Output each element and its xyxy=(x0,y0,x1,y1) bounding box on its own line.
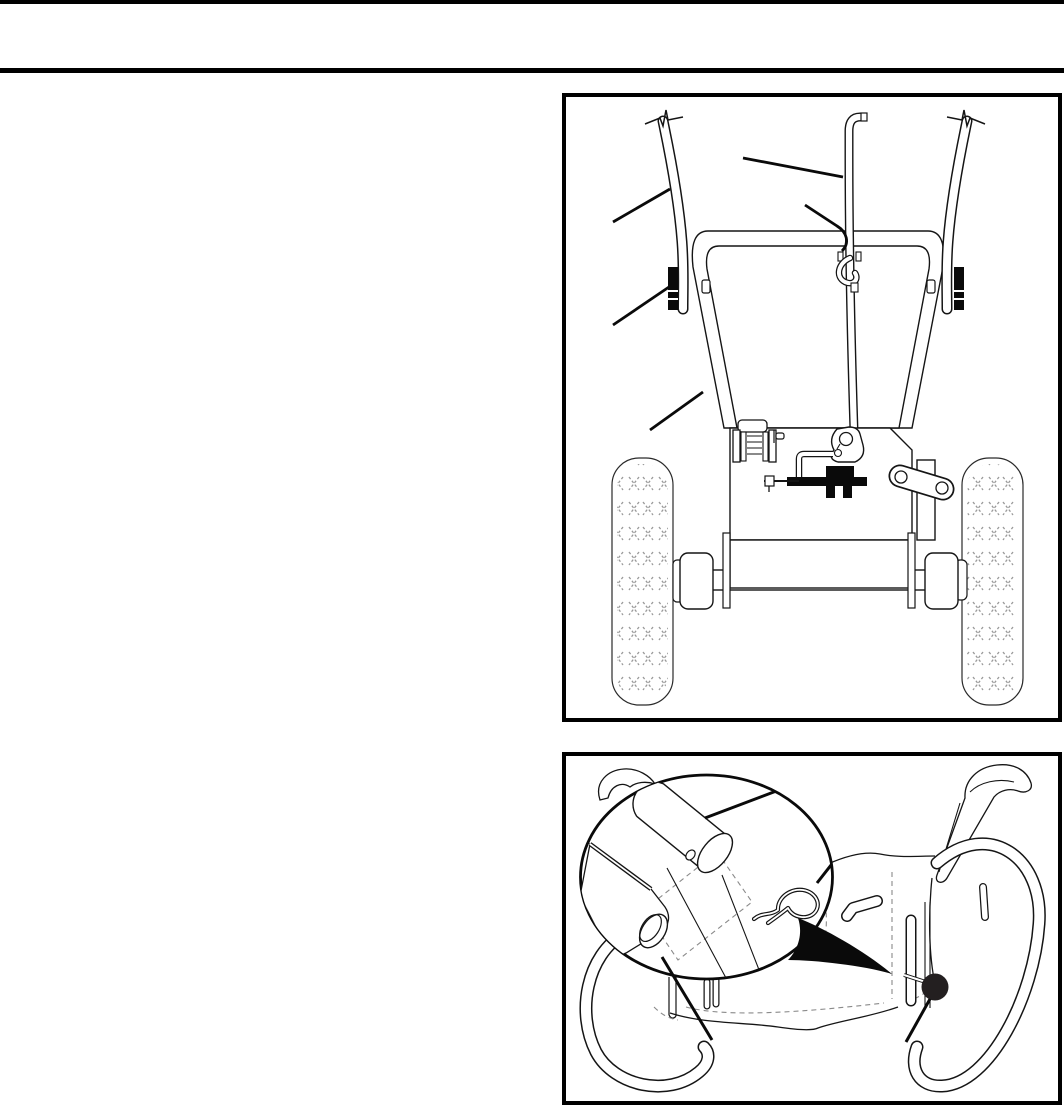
height-adjust-knob-left xyxy=(668,267,678,310)
callout-line-rod xyxy=(743,158,843,177)
break-mark-right xyxy=(947,110,985,126)
wheel-right xyxy=(962,458,1023,705)
callout-line-frame xyxy=(650,392,703,430)
figure-rear-view-frame xyxy=(562,93,1062,722)
axle-hub-left xyxy=(673,553,713,609)
wheel-left xyxy=(612,458,673,705)
callout-line-upper-handlebar xyxy=(613,189,670,222)
tiller-rear-view-illustration xyxy=(566,97,1058,718)
break-mark-left xyxy=(645,110,683,126)
handlebar-mounting-detail-illustration xyxy=(566,756,1058,1101)
page-top-bar xyxy=(0,0,1064,4)
figure-handlebar-detail-frame xyxy=(562,752,1062,1105)
height-adjust-knob-right xyxy=(954,267,964,310)
pivot-plate xyxy=(831,427,863,462)
handlebar-cross-frame xyxy=(692,231,943,428)
right-handlebar-tube xyxy=(947,110,985,309)
callout-line-knob xyxy=(613,287,669,325)
pointer-wedge xyxy=(788,918,892,974)
wheel-loop-right xyxy=(914,844,1039,1086)
header-rule xyxy=(0,68,1064,73)
location-marker-dot xyxy=(922,974,949,1001)
axle-hub-right xyxy=(925,553,967,609)
